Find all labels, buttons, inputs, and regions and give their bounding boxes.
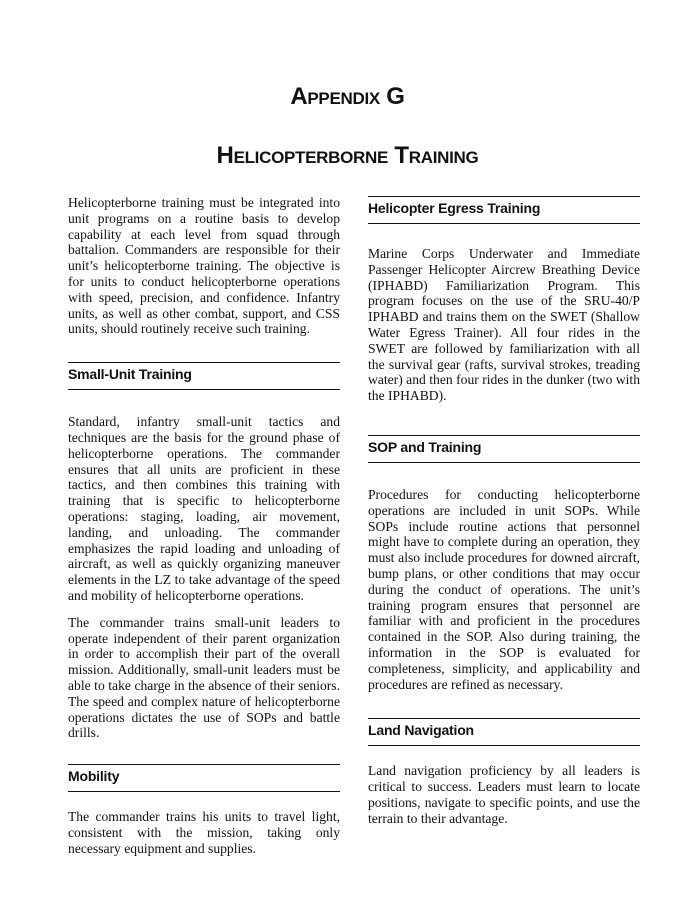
section-heading-label: Helicopter Egress Training — [368, 200, 541, 216]
land-navigation-paragraph: Land navigation proficiency by all leaders is critical to success. Leaders must learn to locate positions, navigate to specific points, and use the terrain to their advantage. — [368, 763, 640, 826]
section-heading-label: Land Navigation — [368, 722, 474, 739]
section-heading-land-navigation — [368, 718, 640, 746]
intro-paragraph: Helicopterborne training must be integrated into unit programs on a routine basis to develop capability at each level from squad through battalion. Commanders are responsible for their unit’s helicopterborne training. The objective is for units to conduct helicopterborne operations with speed, precision, and confidence. Infantry units, as well as other combat, support, and CSS units, should routinely receive such training. — [68, 195, 340, 337]
section-heading-sop-and-training — [368, 435, 640, 463]
section-heading-helicopter-egress-training — [368, 196, 640, 224]
sop-paragraph: Procedures for conducting helicopterborne operations are included in unit SOPs. While SOPs include routine actions that personnel might have to complete during an operation, they must also include procedures for downed aircraft, bump plans, or other conditions that may occur during the conduct of operations. The unit’s training program ensures that personnel are familiar with and proficient in the procedures contained in the SOP. Also during training, the information in the SOP is evaluated for completeness, simplicity, and applicability and procedures are refined as necessary. — [368, 486, 640, 692]
mobility-paragraph: The commander trains his units to travel light, consistent with the mission, taking only necessary equipment and supplies. — [68, 809, 340, 856]
section-heading-mobility — [68, 764, 340, 792]
section-heading-label: Mobility — [68, 768, 120, 785]
small-unit-paragraph-1: Standard, infantry small-unit tactics and techniques are the basis for the ground phase of helicopterborne operations. The commander ensures that all units are proficient in these tactics, and then combines this training with training that is specific to helicopterborne operations: staging, loading, air movement, landing, and unloading. The commander emphasizes the rapid loading and unloading of aircraft, as well as quickly organizing maneuver elements in the LZ to take advantage of the speed and mobility of helicopterborne operations. — [68, 414, 340, 603]
section-heading-label: Small-Unit Training — [68, 366, 192, 383]
section-heading-label: SOP and Training — [368, 438, 482, 455]
right-column — [368, 196, 640, 827]
section-heading-small-unit-training — [68, 362, 340, 390]
left-column — [68, 195, 340, 857]
egress-paragraph: Marine Corps Underwater and Immediate Passenger Helicopter Aircrew Breathing Device (IPHABD) Familiarization Program. This program focuses on the use of the SRU-40/P IPHABD and trains them on the SWET (Shallow Water Egress Trainer). All four rides in the SWET are followed by familiarization with all the survival gear (rafts, survival strokes, treading water) and then four rides in the dunker (two with the IPHABD). — [368, 246, 640, 404]
small-unit-paragraph-2: The commander trains small-unit leaders to operate independent of their parent organization in order to accomplish their part of the overall mission. Additionally, small-unit leaders must be able to take charge in the absence of their seniors. The speed and complex nature of helicopterborne operations dictates the use of SOPs and battle drills. — [68, 614, 340, 741]
appendix-title: Appendix G — [290, 83, 405, 110]
chapter-title: Helicopterborne Training — [216, 142, 479, 169]
